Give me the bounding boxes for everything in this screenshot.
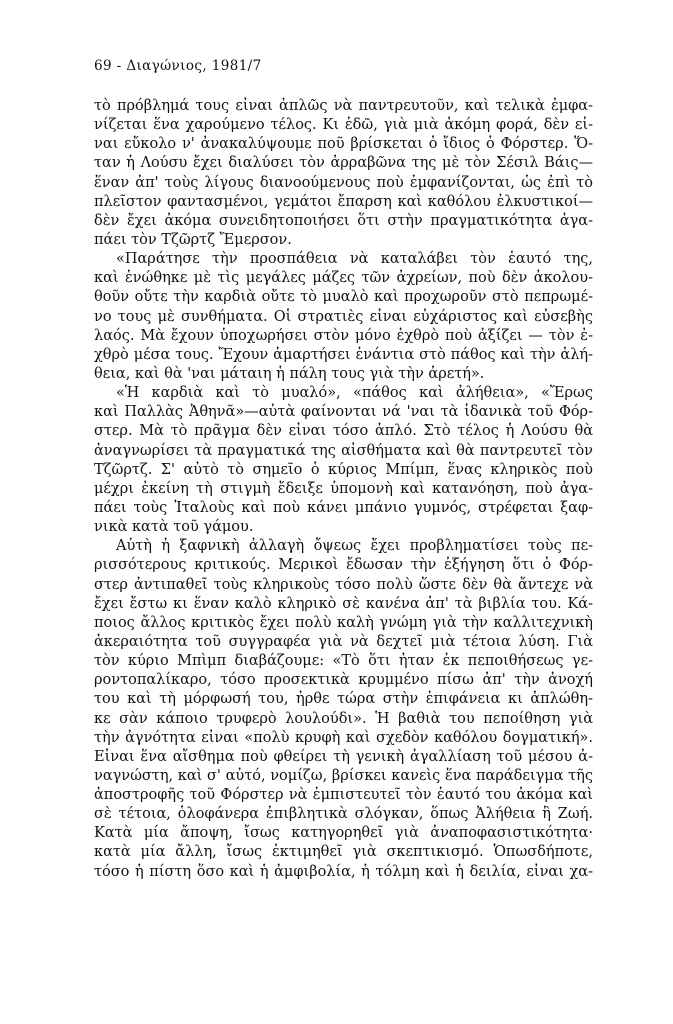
text-line: πάει τὸν Τζῶρτζ Ἔμερσον. [94, 231, 292, 248]
text-line: τὸ πρόβλημά τους εἶναι ἁπλῶς νὰ παντρευτοῦν, καὶ τελικὰ ἐμφα- [94, 98, 593, 114]
body-text [94, 97, 593, 882]
text-line: νο τους μὲ συνθήματα. Οἱ στρατιὲς εἶναι εὐχάριστος καὶ εὐσεβὴς [94, 308, 593, 325]
text-line: σὲ τέτοια, ὁλοφάνερα ἐπιβλητικὰ σλόγκαν, ὅπως Ἀλήθεια ἢ Ζωή. [94, 806, 593, 823]
text-line: ἕναν ἀπ' τοὺς λίγους διανοούμενους ποὺ ἐμφανίζονται, ὡς ἐπὶ τὸ [94, 174, 593, 191]
text-line: Αὐτὴ ἡ ξαφνικὴ ἀλλαγὴ ὄψεως ἔχει προβληματίσει τοὺς πε- [116, 538, 593, 555]
text-line: θοῦν οὔτε τὴν καρδιὰ οὔτε τὸ μυαλὸ καὶ προχωροῦν στὸ πεπρωμέ- [94, 289, 593, 306]
text-line: ποιος ἄλλος κριτικὸς ἔχει πολὺ καλὴ γνώμη γιὰ τὴν καλλιτεχνικὴ [94, 614, 593, 631]
text-line: στερ ἀντιπαθεῖ τοὺς κληρικοὺς τόσο πολὺ ὥστε δὲν θὰ ἄντεχε νὰ [94, 576, 593, 593]
text-line: ρισσότερους κριτικούς. Μερικοὶ ἔδωσαν τὴν ἐξήγηση ὅτι ὁ Φόρ- [94, 557, 593, 574]
text-line: ναγνώστη, καὶ σ' αὐτό, νομίζω, βρίσκει κανεὶς ἕνα παράδειγμα τῆς [94, 767, 593, 784]
text-line: ἀποστροφῆς τοῦ Φόρστερ νὰ ἐμπιστευτεῖ τὸν ἑαυτό του ἀκόμα καὶ [94, 787, 593, 804]
text-line: ἔχει ἔστω κι ἕναν καλὸ κληρικὸ σὲ κανένα ἀπ' τὰ βιβλία του. Κά- [94, 595, 593, 612]
text-line: ἀναγνωρίσει τὰ πραγματικά της αἰσθήματα καὶ θὰ παντρευτεῖ τὸν [94, 442, 593, 459]
text-line: θεια, καὶ θὰ 'ναι μάταιη ἡ πάλη τους γιὰ τὴν ἀρετή». [94, 365, 485, 382]
text-line: Εἶναι ἕνα αἴσθημα ποὺ φθείρει τὴ γενικὴ ἀγαλλίαση τοῦ μέσου ἀ- [94, 748, 593, 765]
text-line: «Παράτησε τὴν προσπάθεια νὰ καταλάβει τὸν ἑαυτό της, [116, 251, 593, 268]
text-line: νικὰ κατὰ τοῦ γάμου. [94, 519, 254, 536]
text-line: Τζῶρτζ. Σ' αὐτὸ τὸ σημεῖο ὁ κύριος Μπίμπ, ἕνας κληρικὸς ποὺ [94, 461, 593, 478]
running-head: 69 - Διαγώνιος, 1981/7 [94, 58, 262, 74]
text-line: ταν ἡ Λούσυ ἔχει διαλύσει τὸν ἀρραβῶνα της μὲ τὸν Σέσιλ Βάις— [94, 155, 593, 172]
text-line: νίζεται ἕνα χαρούμενο τέλος. Κι ἐδῶ, γιὰ μιὰ ἀκόμη φορά, δὲν εἶ- [94, 117, 593, 134]
text-line: «Ἡ καρδιὰ καὶ τὸ μυαλό», «πάθος καὶ ἀλήθεια», «Ἔρως [116, 385, 593, 402]
text-line: πάει τοὺς Ἰταλοὺς καὶ ποὺ κάνει μπάνιο γυμνός, στρέφεται ξαφ- [94, 499, 593, 516]
text-line: ροντοπαλίκαρο, τόσο προσεκτικὰ κρυμμένο πίσω ἀπ' τὴν ἀνοχή [94, 672, 593, 689]
text-line: ναι εὔκολο ν' ἀνακαλύψουμε ποῦ βρίσκεται ὁ ἴδιος ὁ Φόρστερ. Ὅ- [94, 136, 593, 153]
text-line: λαός. Μὰ ἔχουν ὑποχωρήσει στὸν μόνο ἐχθρὸ ποὺ ἀξίζει — τὸν ἐ- [94, 327, 593, 344]
text-line: κε σὰν κάποιο τρυφερὸ λουλούδι». Ἡ βαθιὰ του πεποίθηση γιὰ [94, 710, 593, 727]
text-line: καὶ Παλλὰς Ἀθηνᾶ»—αὐτὰ φαίνονται νά 'ναι τὰ ἰδανικὰ τοῦ Φόρ- [94, 404, 593, 421]
text-line: στερ. Μὰ τὸ πρᾶγμα δὲν εἶναι τόσο ἁπλό. Στὸ τέλος ἡ Λούσυ θὰ [94, 423, 593, 440]
text-line: του καὶ τὴ μόρφωσή του, ἦρθε τώρα στὴν ἐπιφάνεια κι ἁπλώθη- [94, 691, 593, 708]
text-line: ἀκεραιότητα τοῦ συγγραφέα γιὰ νὰ δεχτεῖ μιὰ τέτοια λύση. Γιὰ [94, 633, 593, 650]
text-line: κατὰ μία ἄλλη, ἴσως ἐκτιμηθεῖ γιὰ σκεπτικισμό. Ὁπωσδήποτε, [94, 844, 593, 861]
text-line: τόσο ἡ πίστη ὅσο καὶ ἡ ἀμφιβολία, ἡ τόλμη καὶ ἡ δειλία, εἶναι χα- [94, 863, 593, 880]
text-line: τὴν ἀγνότητα εἶναι «πολὺ κρυφὴ καὶ σχεδὸν καθόλου δογματική». [94, 729, 593, 746]
text-line: χθρὸ μέσα τους. Ἔχουν ἁμαρτήσει ἐνάντια στὸ πάθος καὶ τὴν ἀλή- [94, 346, 593, 363]
text-line: μέχρι ἐκείνη τὴ στιγμὴ ἔδειξε ὑπομονὴ καὶ κατανόηση, ποὺ ἀγα- [94, 480, 593, 497]
text-line: δὲν ἔχει ἀκόμα συνειδητοποιήσει ὅτι στὴν πραγματικότητα ἀγα- [94, 212, 593, 229]
text-line: τὸν κύριο Μπὶμπ διαβάζουμε: «Τὸ ὅτι ἦταν ἐκ πεποιθήσεως γε- [94, 653, 593, 670]
text-line: πλεῖστον φαντασμένοι, γεμάτοι ἔπαρση καὶ καθόλου ἑλκυστικοί— [94, 193, 593, 210]
text-line: καὶ ἑνώθηκε μὲ τὶς μεγάλες μάζες τῶν ἀχρείων, ποὺ δὲν ἀκολου- [94, 270, 593, 287]
text-line: Κατὰ μία ἄποψη, ἴσως κατηγορηθεῖ γιὰ ἀναποφασιστικότητα· [94, 825, 593, 842]
